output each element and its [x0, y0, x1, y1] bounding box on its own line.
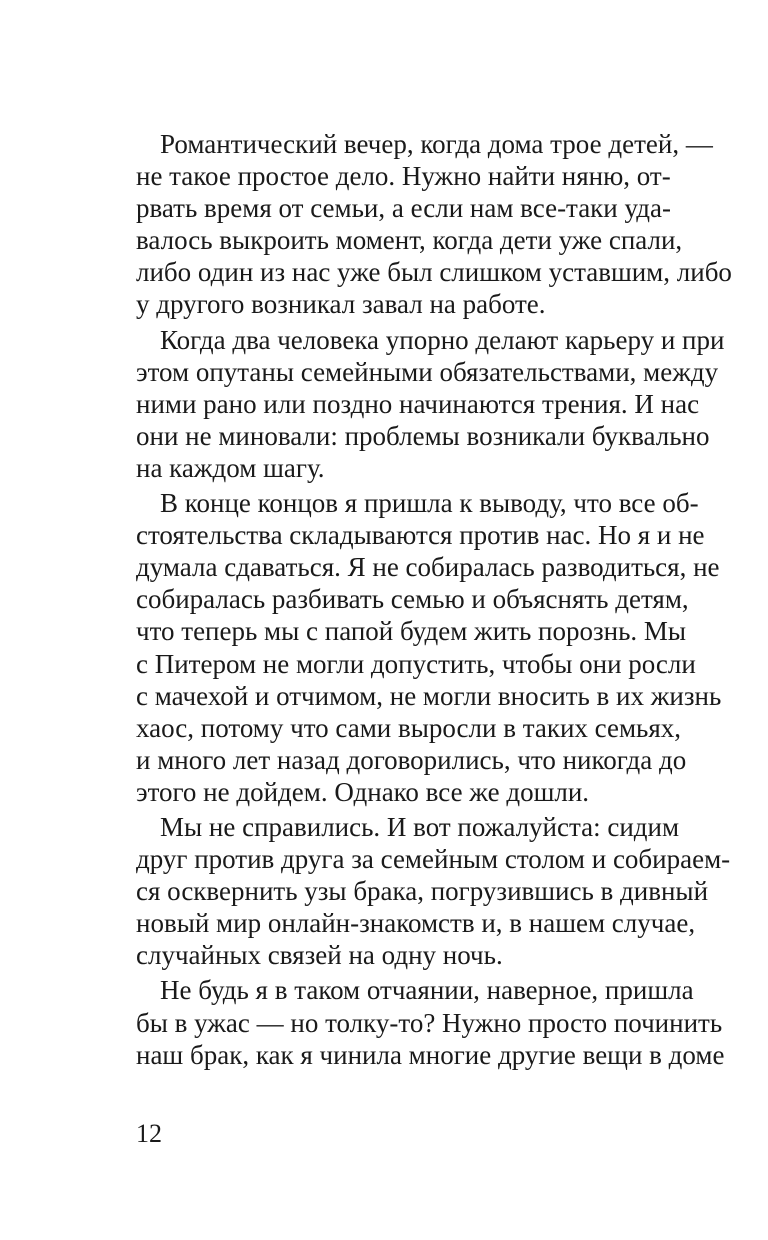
text-line: Не будь я в таком отчаянии, наверное, пришла: [160, 975, 694, 1006]
text-line: и много лет назад договорились, что никогда до: [136, 744, 687, 775]
paragraph-1: [136, 128, 732, 321]
paragraph-2: [136, 324, 725, 484]
text-line: либо один из нас уже был слишком уставшим, либо: [136, 257, 732, 288]
text-line: случайных связей на одну ночь.: [136, 940, 503, 971]
paragraph-4: [136, 811, 731, 971]
text-line: что теперь мы с папой будем жить порознь. Мы: [136, 616, 687, 647]
text-line: думала сдаваться. Я не собиралась разводиться, не: [136, 552, 720, 583]
paragraph-5: [136, 974, 725, 1070]
text-line: В конце концов я пришла к выводу, что все об-: [160, 488, 699, 519]
text-line: новый мир онлайн-знакомств и, в нашем случае,: [136, 908, 696, 939]
text-line: рвать время от семьи, а если нам все-таки уда-: [136, 193, 672, 224]
text-line: с Питером не могли допустить, чтобы они росли: [136, 648, 696, 679]
text-line: наш брак, как я чинила многие другие вещи в доме: [136, 1039, 725, 1070]
text-line: Мы не справились. И вот пожалуйста: сидим: [160, 811, 680, 842]
body-text: [136, 128, 732, 1074]
text-line: стоятельства складываются против нас. Но я и не: [136, 520, 705, 551]
text-line: они не миновали: проблемы возникали буквально: [136, 420, 710, 451]
text-line: на каждом шагу.: [136, 452, 325, 483]
text-line: собиралась разбивать семью и объяснять детям,: [136, 584, 689, 615]
text-line: у другого возникал завал на работе.: [136, 289, 546, 320]
text-line: не такое простое дело. Нужно найти няню, от-: [136, 161, 671, 192]
text-line: ся осквернить узы брака, погрузившись в дивный: [136, 876, 709, 907]
text-line: с мачехой и отчимом, не могли вносить в их жизнь: [136, 680, 722, 711]
text-line: хаос, потому что сами выросли в таких семьях,: [136, 712, 682, 743]
text-line: бы в ужас — но толку-то? Нужно просто починить: [136, 1007, 723, 1038]
page-number: 12: [136, 1119, 162, 1148]
text-line: этом опутаны семейными обязательствами, между: [136, 356, 719, 387]
text-line: друг против друга за семейным столом и собираем-: [136, 844, 731, 875]
text-line: ними рано или поздно начинаются трения. И нас: [136, 388, 700, 419]
text-line: валось выкроить момент, когда дети уже спали,: [136, 225, 683, 256]
paragraph-3: [136, 487, 722, 808]
text-line: этого не дойдем. Однако все же дошли.: [136, 776, 590, 807]
text-line: Когда два человека упорно делают карьеру и при: [160, 324, 725, 355]
text-line: Романтический вечер, когда дома трое детей, —: [160, 129, 713, 159]
